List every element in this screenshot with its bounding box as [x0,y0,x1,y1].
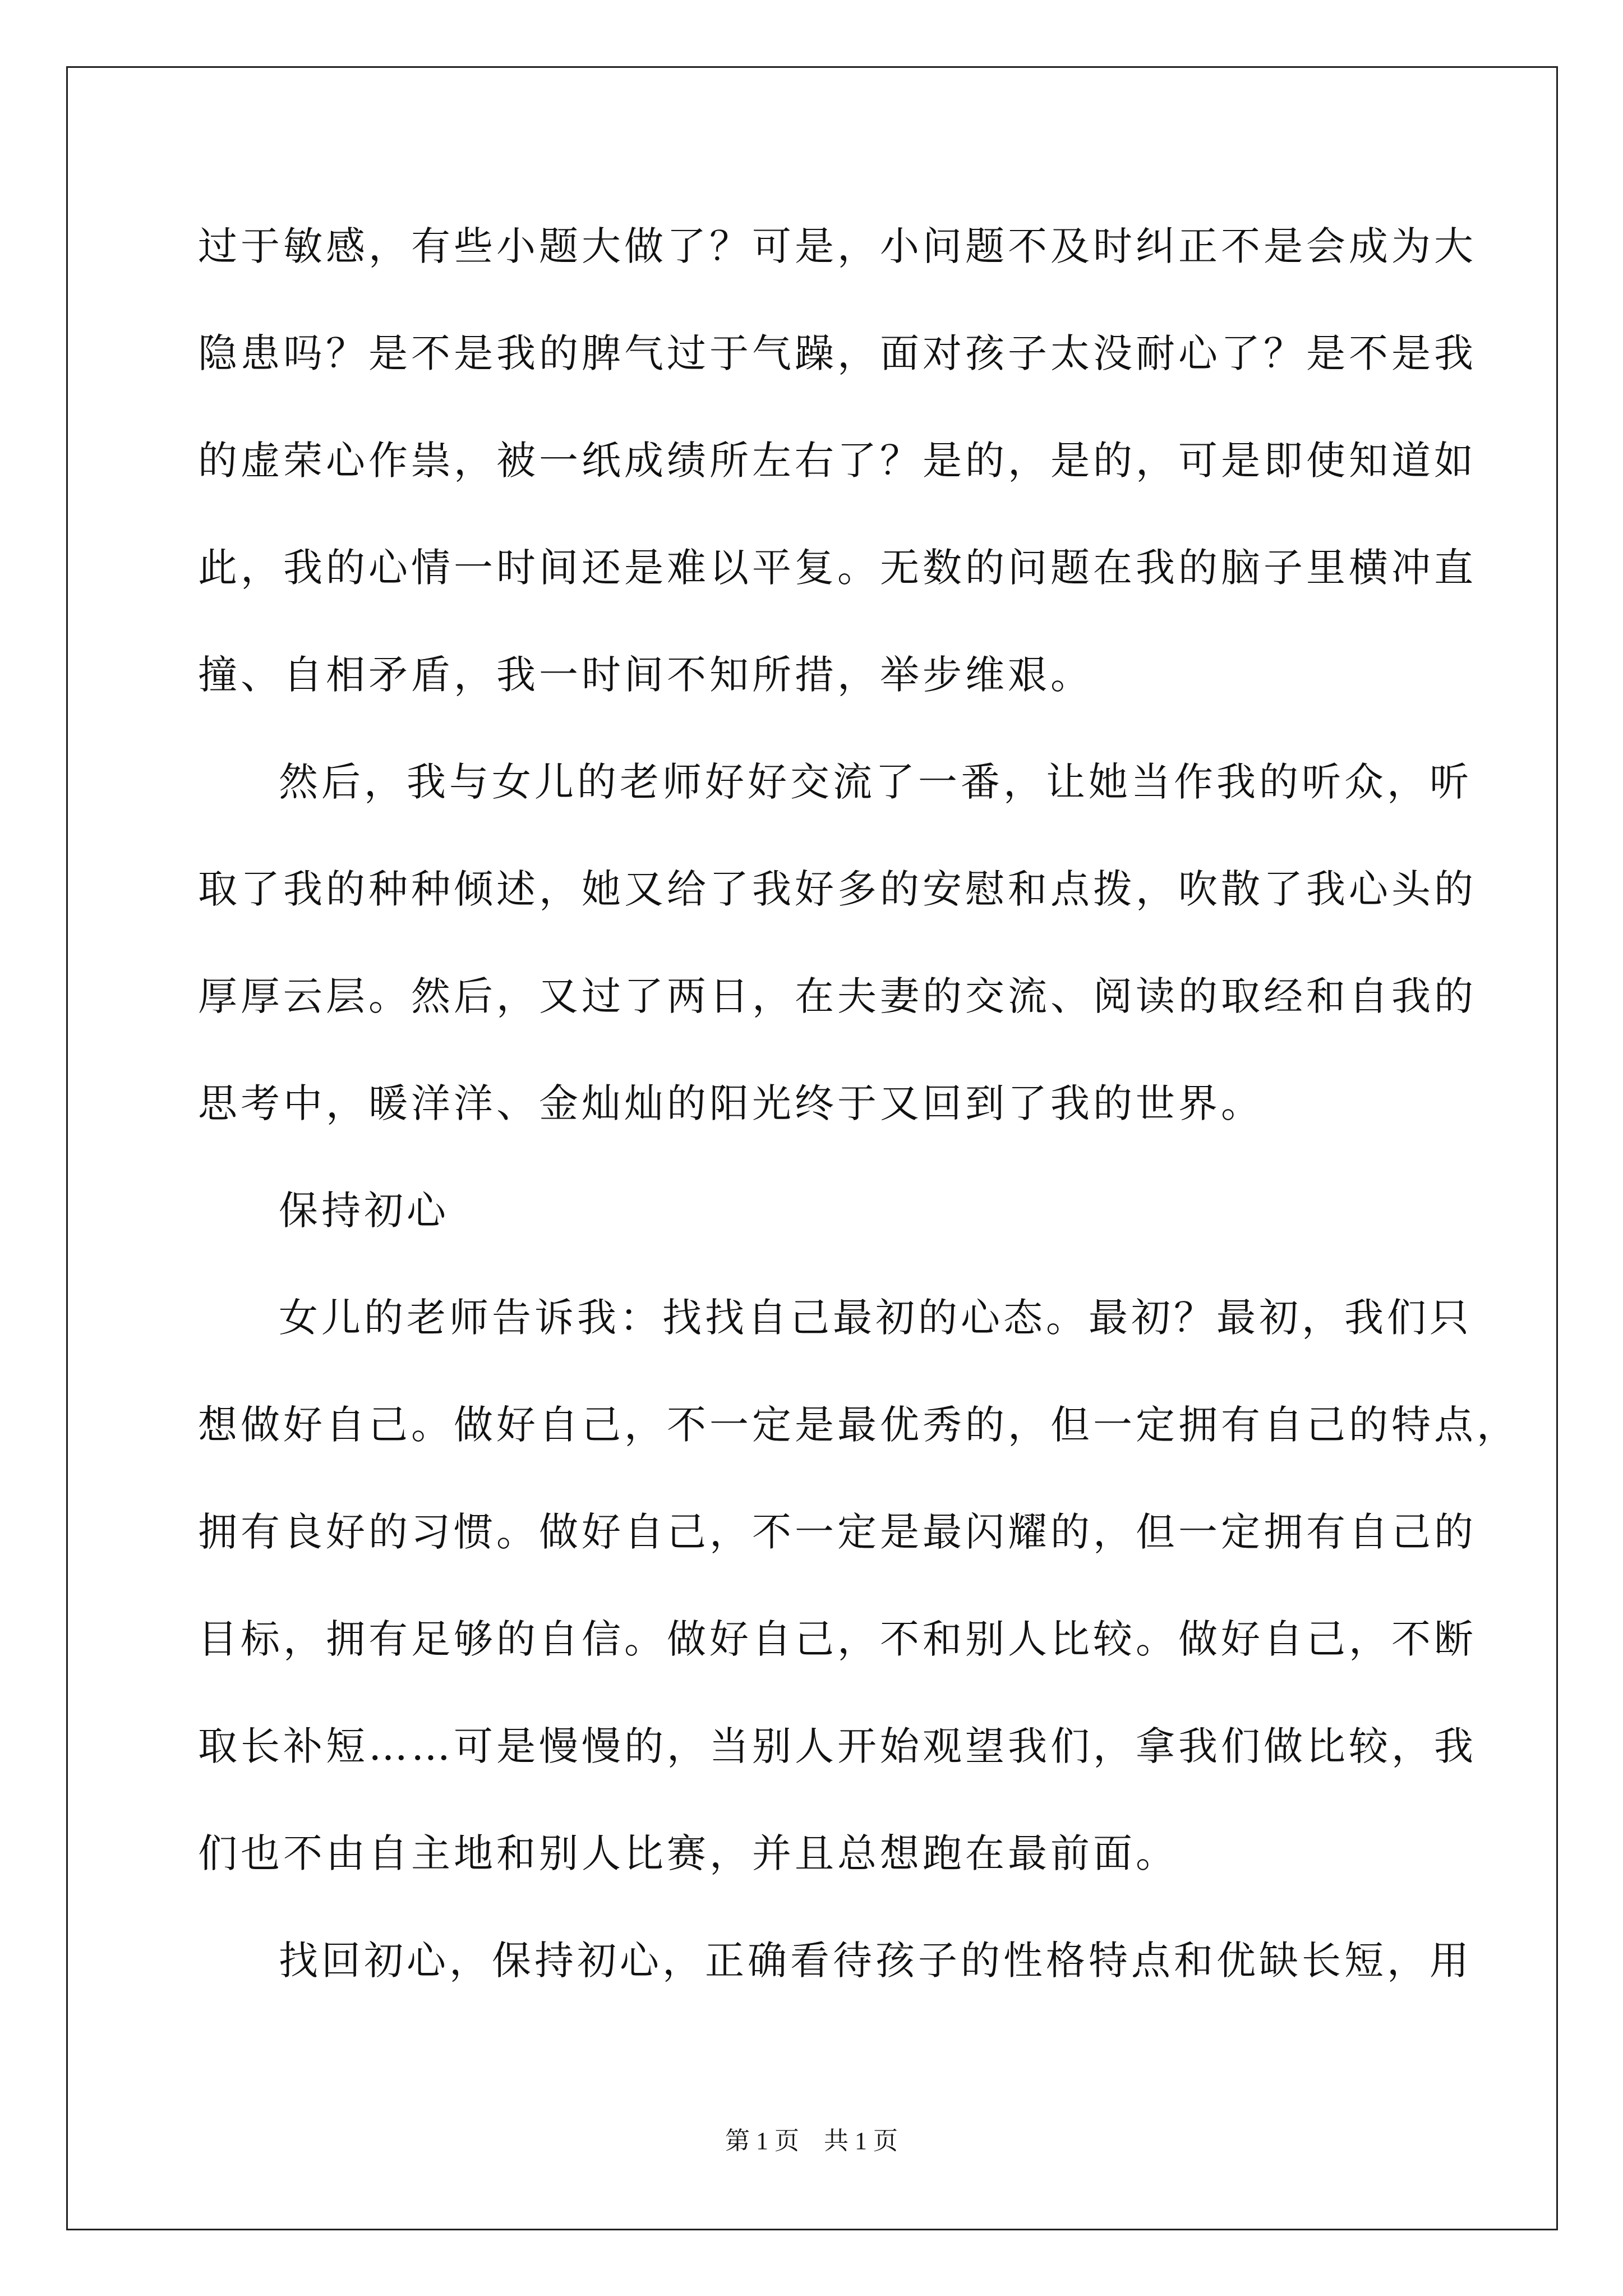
text-line: 取长补短……可是慢慢的，当别人开始观望我们，拿我们做比较，我 [198,1723,1477,1769]
paragraph-first-line: 然后，我与女儿的老师好好交流了一番，让她当作我的听众，听 [279,759,1472,805]
text-line: 的虚荣心作祟，被一纸成绩所左右了？是的，是的，可是即使知道如 [198,438,1477,484]
page-border [66,66,1558,2230]
text-line: 们也不由自主地和别人比赛，并且总想跑在最前面。 [198,1830,1178,1876]
text-line: 撞、自相矛盾，我一时间不知所措，举步维艰。 [198,652,1093,698]
text-line: 此，我的心情一时间还是难以平复。无数的问题在我的脑子里横冲直 [198,545,1477,591]
text-line: 取了我的种种倾述，她又给了我好多的安慰和点拨，吹散了我心头的 [198,866,1477,912]
text-line: 厚厚云层。然后，又过了两日，在夫妻的交流、阅读的取经和自我的 [198,973,1477,1019]
text-line: 拥有良好的习惯。做好自己，不一定是最闪耀的，但一定拥有自己的 [198,1509,1477,1555]
text-line: 想做好自己。做好自己，不一定是最优秀的，但一定拥有自己的特点， [198,1402,1519,1448]
text-line: 过于敏感，有些小题大做了？可是，小问题不及时纠正不是会成为大 [198,223,1477,269]
section-heading: 保持初心 [279,1188,449,1234]
paragraph-first-line: 女儿的老师告诉我：找找自己最初的心态。最初？最初，我们只 [279,1295,1472,1341]
paragraph-first-line: 找回初心，保持初心，正确看待孩子的性格特点和优缺长短，用 [279,1938,1472,1984]
text-line: 隐患吗？是不是我的脾气过于气躁，面对孩子太没耐心了？是不是我 [198,330,1477,376]
page-number-footer: 第 1 页 共 1 页 [725,2127,898,2155]
text-line: 思考中，暖洋洋、金灿灿的阳光终于又回到了我的世界。 [198,1080,1264,1126]
text-line: 目标，拥有足够的自信。做好自己，不和别人比较。做好自己，不断 [198,1616,1477,1662]
